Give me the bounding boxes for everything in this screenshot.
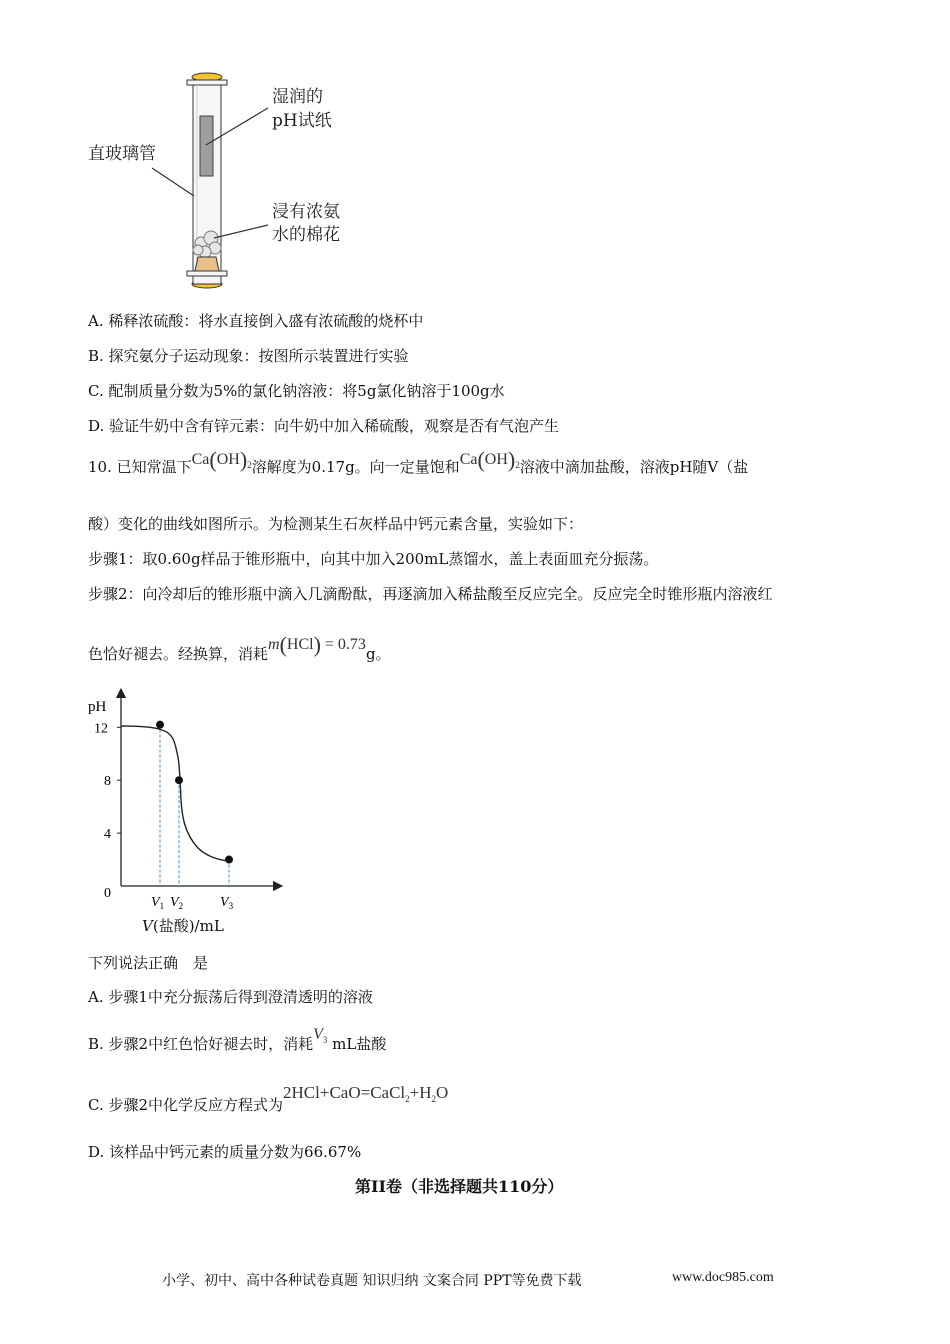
y-ticks [94,721,121,901]
label-paper-line1: 湿润的 [272,87,323,107]
footer-site: www.doc985.com [672,1270,774,1285]
ph-curve [121,726,229,861]
x-tick-label: $V_3$ [220,895,234,911]
q10-line1 [88,447,749,481]
formula-caoh2-2: $Ca(OH)_2$ [459,447,520,472]
q10-step2-line1: 步骤2：向冷却后的锥形瓶中滴入几滴酚酞，再逐滴加入稀盐酸至反应完全。反应完全时锥形瓶内溶液红 [88,585,773,603]
q10-step2-line2: 色恰好褪去。经换算，消耗m(HCl) = 0.73g。 [88,632,391,663]
x-tick-label: $V_1$ [151,895,165,911]
q10-intro: 10. 已知常温下 [88,458,192,476]
y-tick-label: 8 [104,774,111,790]
y-axis-label: pH [88,699,107,715]
ph-paper [200,116,213,176]
y-tick-label: 12 [94,721,108,737]
label-paper-line2: pH试纸 [272,111,332,131]
q10-option-c: C. 步骤2中化学反应方程式为$2HCl+CaO=CaCl_2+H_2O$ [88,1083,449,1114]
q9-option-b: B. 探究氨分子运动现象：按图所示装置进行实验 [88,347,409,365]
q10-option-b: B. 步骤2中红色恰好褪去时，消耗$V_3$ mL盐酸 [88,1026,387,1053]
top-flange [187,80,227,85]
q10-line2: 酸）变化的曲线如图所示。为检测某生石灰样品中钙元素含量，实验如下： [88,515,584,533]
apparatus-diagram [80,68,380,298]
x-tick-label: $V_2$ [170,895,184,911]
label-cotton-line2: 水的棉花 [272,225,340,245]
guide-lines [160,725,229,886]
q9-option-c: C. 配制质量分数为5%的氯化钠溶液：将5g氯化钠溶于100g水 [88,382,505,400]
leader-tube [152,168,194,196]
key-points [156,721,233,864]
q10-question: 下列说法正确 是 [88,954,209,972]
label-cotton-line1: 浸有浓氨 [272,202,340,222]
key-point [175,776,183,784]
key-point [156,721,164,729]
ph-curve-chart [80,685,300,935]
x-ticks [151,895,234,911]
q10-option-a: A. 步骤1中充分振荡后得到澄清透明的溶液 [88,988,373,1006]
x-axis-label: V(盐酸)/mL [142,917,224,935]
formula-reaction: $2HCl+CaO=CaCl_2+H_2O$ [283,1083,449,1104]
y-tick-label: 4 [104,827,111,843]
key-point [225,856,233,864]
q10-option-d: D. 该样品中钙元素的质量分数为66.67% [88,1143,362,1161]
bottom-flange [187,271,227,276]
formula-mass-hcl: m(HCl) = 0.73 [268,632,366,657]
q10-step1: 步骤1：取0.60g样品于锥形瓶中，向其中加入200mL蒸馏水，盖上表面皿充分振荡。 [88,550,659,568]
label-tube: 直玻璃管 [88,144,156,164]
q10-curve-desc: 溶液中滴加盐酸，溶液pH随V（盐 [519,458,749,476]
bottom-stopper [195,257,219,271]
section-title: 第II卷（非选择题共110分） [355,1177,564,1196]
q10-solubility: 溶解度为0.17g。向一定量饱和 [251,458,460,476]
q9-option-a: A. 稀释浓硫酸：将水直接倒入盛有浓硫酸的烧杯中 [88,312,424,330]
leader-cotton [214,225,268,238]
y-tick-label: 0 [104,886,111,901]
formula-caoh2-1: $Ca(OH)_2$ [191,447,252,472]
formula-v3: $V_3$ [313,1026,328,1045]
footer-text: 小学、初中、高中各种试卷真题 知识归纳 文案合同 PPT等免费下载 [162,1273,582,1289]
q9-option-d: D. 验证牛奶中含有锌元素：向牛奶中加入稀硫酸，观察是否有气泡产生 [88,417,560,435]
